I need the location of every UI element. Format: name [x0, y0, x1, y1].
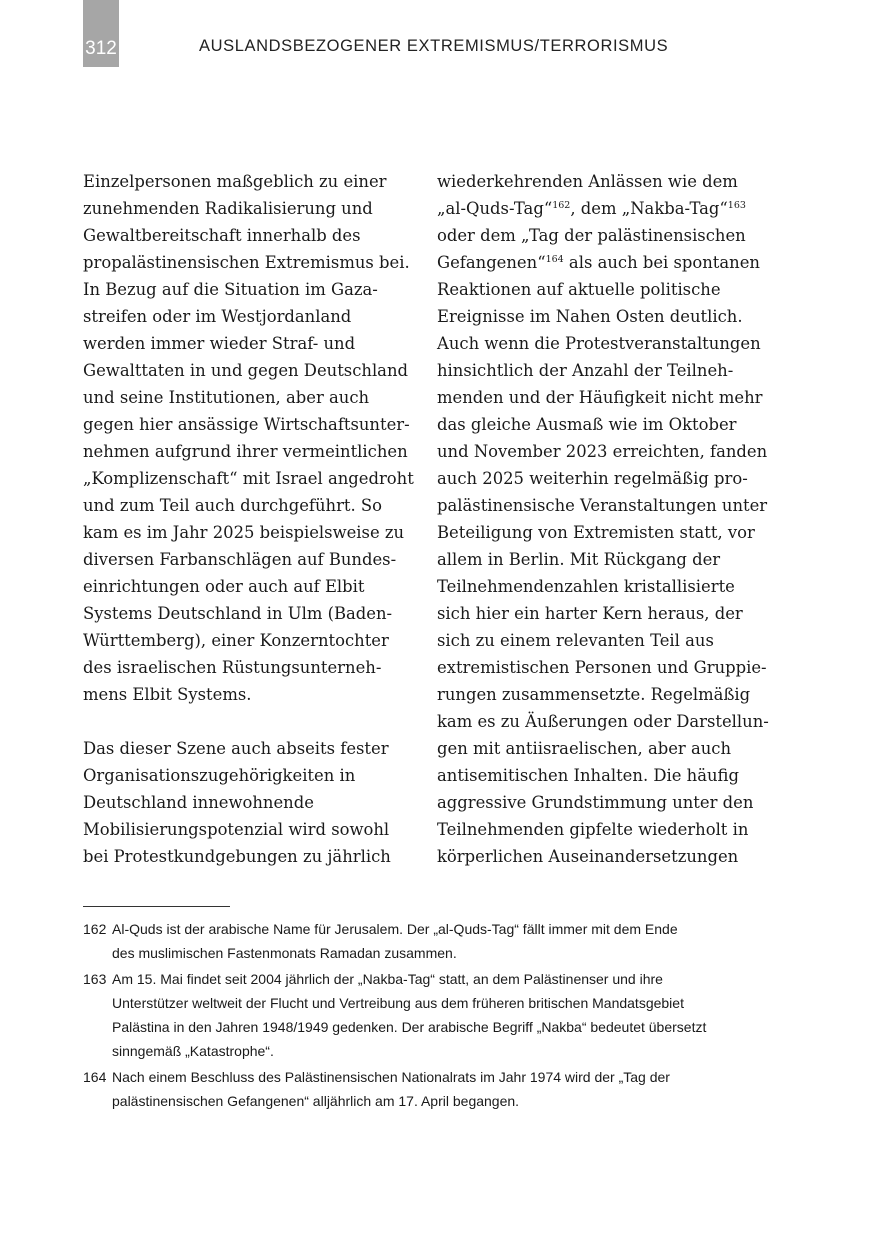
text-line: streifen oder im Westjordanland	[83, 307, 352, 326]
text-line: Gewaltbereitschaft innerhalb des	[83, 226, 361, 245]
footnote-number: 164	[83, 1069, 107, 1085]
left-text-column	[83, 168, 413, 870]
text-line: hinsichtlich der Anzahl der Teilneh-	[437, 361, 734, 380]
page-number-text: 312	[85, 38, 117, 59]
text-segment: , dem „Nakba-Tag“	[570, 199, 728, 218]
footnote-text-line: Am 15. Mai findet seit 2004 jährlich der „Nakba-Tag“ statt, an dem Palästinenser und ihre	[112, 971, 663, 987]
text-line: und November 2023 erreichten, fanden	[437, 442, 768, 461]
running-title: AUSLANDSBEZOGENER EXTREMISMUS/TERRORISMUS	[199, 37, 669, 55]
footnotes-section	[83, 917, 763, 1115]
footnote-text-line: des muslimischen Fastenmonats Ramadan zusammen.	[112, 945, 457, 961]
text-segment: Gefangenen“	[437, 253, 546, 272]
text-line: antisemitischen Inhalten. Die häufig	[437, 766, 739, 785]
footnote-164	[83, 1065, 763, 1113]
text-line: propalästinensischen Extremismus bei.	[83, 253, 410, 272]
text-line: das gleiche Ausmaß wie im Oktober	[437, 415, 737, 434]
text-line: kam es zu Äußerungen oder Darstellun-	[437, 712, 769, 731]
text-line: „Komplizenschaft“ mit Israel angedroht	[83, 469, 414, 488]
text-line: In Bezug auf die Situation im Gaza-	[83, 280, 378, 299]
text-line: Mobilisierungspotenzial wird sowohl	[83, 820, 390, 839]
text-line: sich hier ein harter Kern heraus, der	[437, 604, 743, 623]
text-line: Teilnehmendenzahlen kristallisierte	[437, 577, 735, 596]
text-line: gen mit antiisraelischen, aber auch	[437, 739, 732, 758]
text-segment: „al-Quds-Tag“	[437, 199, 553, 218]
footnote-text-line: palästinensischen Gefangenen“ alljährlich am 17. April begangen.	[112, 1093, 520, 1109]
footnote-ref-163[interactable]: 163	[727, 200, 746, 211]
text-line: auch 2025 weiterhin regelmäßig pro-	[437, 469, 748, 488]
text-line: Einzelpersonen maßgeblich zu einer	[83, 172, 387, 191]
text-line: körperlichen Auseinandersetzungen	[437, 847, 739, 866]
text-line: Württemberg), einer Konzerntochter	[83, 631, 389, 650]
text-segment: als auch bei spontanen	[563, 253, 760, 272]
footnote-text-line: Al-Quds ist der arabische Name für Jerusalem. Der „al-Quds-Tag“ fällt immer mit dem Ende	[112, 921, 678, 937]
text-line: allem in Berlin. Mit Rückgang der	[437, 550, 721, 569]
text-line: Gewalttaten in und gegen Deutschland	[83, 361, 409, 380]
text-line: mens Elbit Systems.	[83, 685, 252, 704]
text-line: oder dem „Tag der palästinensischen	[437, 226, 746, 245]
footnote-ref-164[interactable]: 164	[545, 254, 564, 265]
text-line: nehmen aufgrund ihrer vermeintlichen	[83, 442, 408, 461]
text-line: sich zu einem relevanten Teil aus	[437, 631, 714, 650]
text-line: bei Protestkundgebungen zu jährlich	[83, 847, 391, 866]
text-line: Deutschland innewohnende	[83, 793, 314, 812]
footnote-divider	[83, 906, 230, 907]
footnote-number: 163	[83, 971, 107, 987]
text-line: werden immer wieder Straf- und	[83, 334, 356, 353]
text-line: kam es im Jahr 2025 beispielsweise zu	[83, 523, 405, 542]
text-line: einrichtungen oder auch auf Elbit	[83, 577, 365, 596]
text-line: Das dieser Szene auch abseits fester	[83, 739, 389, 758]
footnote-163	[83, 967, 763, 1063]
footnote-text-line: Palästina in den Jahren 1948/1949 gedenken. Der arabische Begriff „Nakba“ bedeutet übersetzt	[112, 1019, 707, 1035]
text-line: menden und der Häufigkeit nicht mehr	[437, 388, 763, 407]
text-line: und zum Teil auch durchgeführt. So	[83, 496, 383, 515]
footnote-number: 162	[83, 921, 107, 937]
text-line	[437, 195, 767, 222]
text-line: und seine Institutionen, aber auch	[83, 388, 370, 407]
text-line	[437, 249, 767, 276]
text-line: Beteiligung von Extremisten statt, vor	[437, 523, 755, 542]
paragraph-gap	[83, 708, 413, 735]
text-line: gegen hier ansässige Wirtschaftsunter-	[83, 415, 410, 434]
text-line: Organisationszugehörigkeiten in	[83, 766, 356, 785]
text-line: Ereignisse im Nahen Osten deutlich.	[437, 307, 743, 326]
footnote-text-line: sinngemäß „Katastrophe“.	[112, 1043, 274, 1059]
footnote-ref-162[interactable]: 162	[552, 200, 571, 211]
text-line: extremistischen Personen und Gruppie-	[437, 658, 767, 677]
text-line: rungen zusammensetzte. Regelmäßig	[437, 685, 751, 704]
text-line: aggressive Grundstimmung unter den	[437, 793, 754, 812]
footnote-text-line: Nach einem Beschluss des Palästinensischen Nationalrats im Jahr 1974 wird der „Tag der	[112, 1069, 670, 1085]
text-line: wiederkehrenden Anlässen wie dem	[437, 172, 738, 191]
text-line: Teilnehmenden gipfelte wiederholt in	[437, 820, 749, 839]
page-number	[83, 0, 119, 67]
footnote-162	[83, 917, 763, 965]
text-line: diversen Farbanschlägen auf Bundes-	[83, 550, 397, 569]
paragraph-1	[83, 168, 413, 708]
text-line: des israelischen Rüstungsunterneh-	[83, 658, 382, 677]
text-line: Auch wenn die Protestveranstaltungen	[437, 334, 761, 353]
right-text-column	[437, 168, 767, 870]
paragraph-2	[83, 735, 413, 870]
text-line: zunehmenden Radikalisierung und	[83, 199, 373, 218]
text-line: Systems Deutschland in Ulm (Baden-	[83, 604, 393, 623]
text-line: palästinensische Veranstaltungen unter	[437, 496, 768, 515]
footnote-text-line: Unterstützer weltweit der Flucht und Vertreibung aus dem früheren britischen Mandatsgebiet	[112, 995, 684, 1011]
text-line: Reaktionen auf aktuelle politische	[437, 280, 721, 299]
